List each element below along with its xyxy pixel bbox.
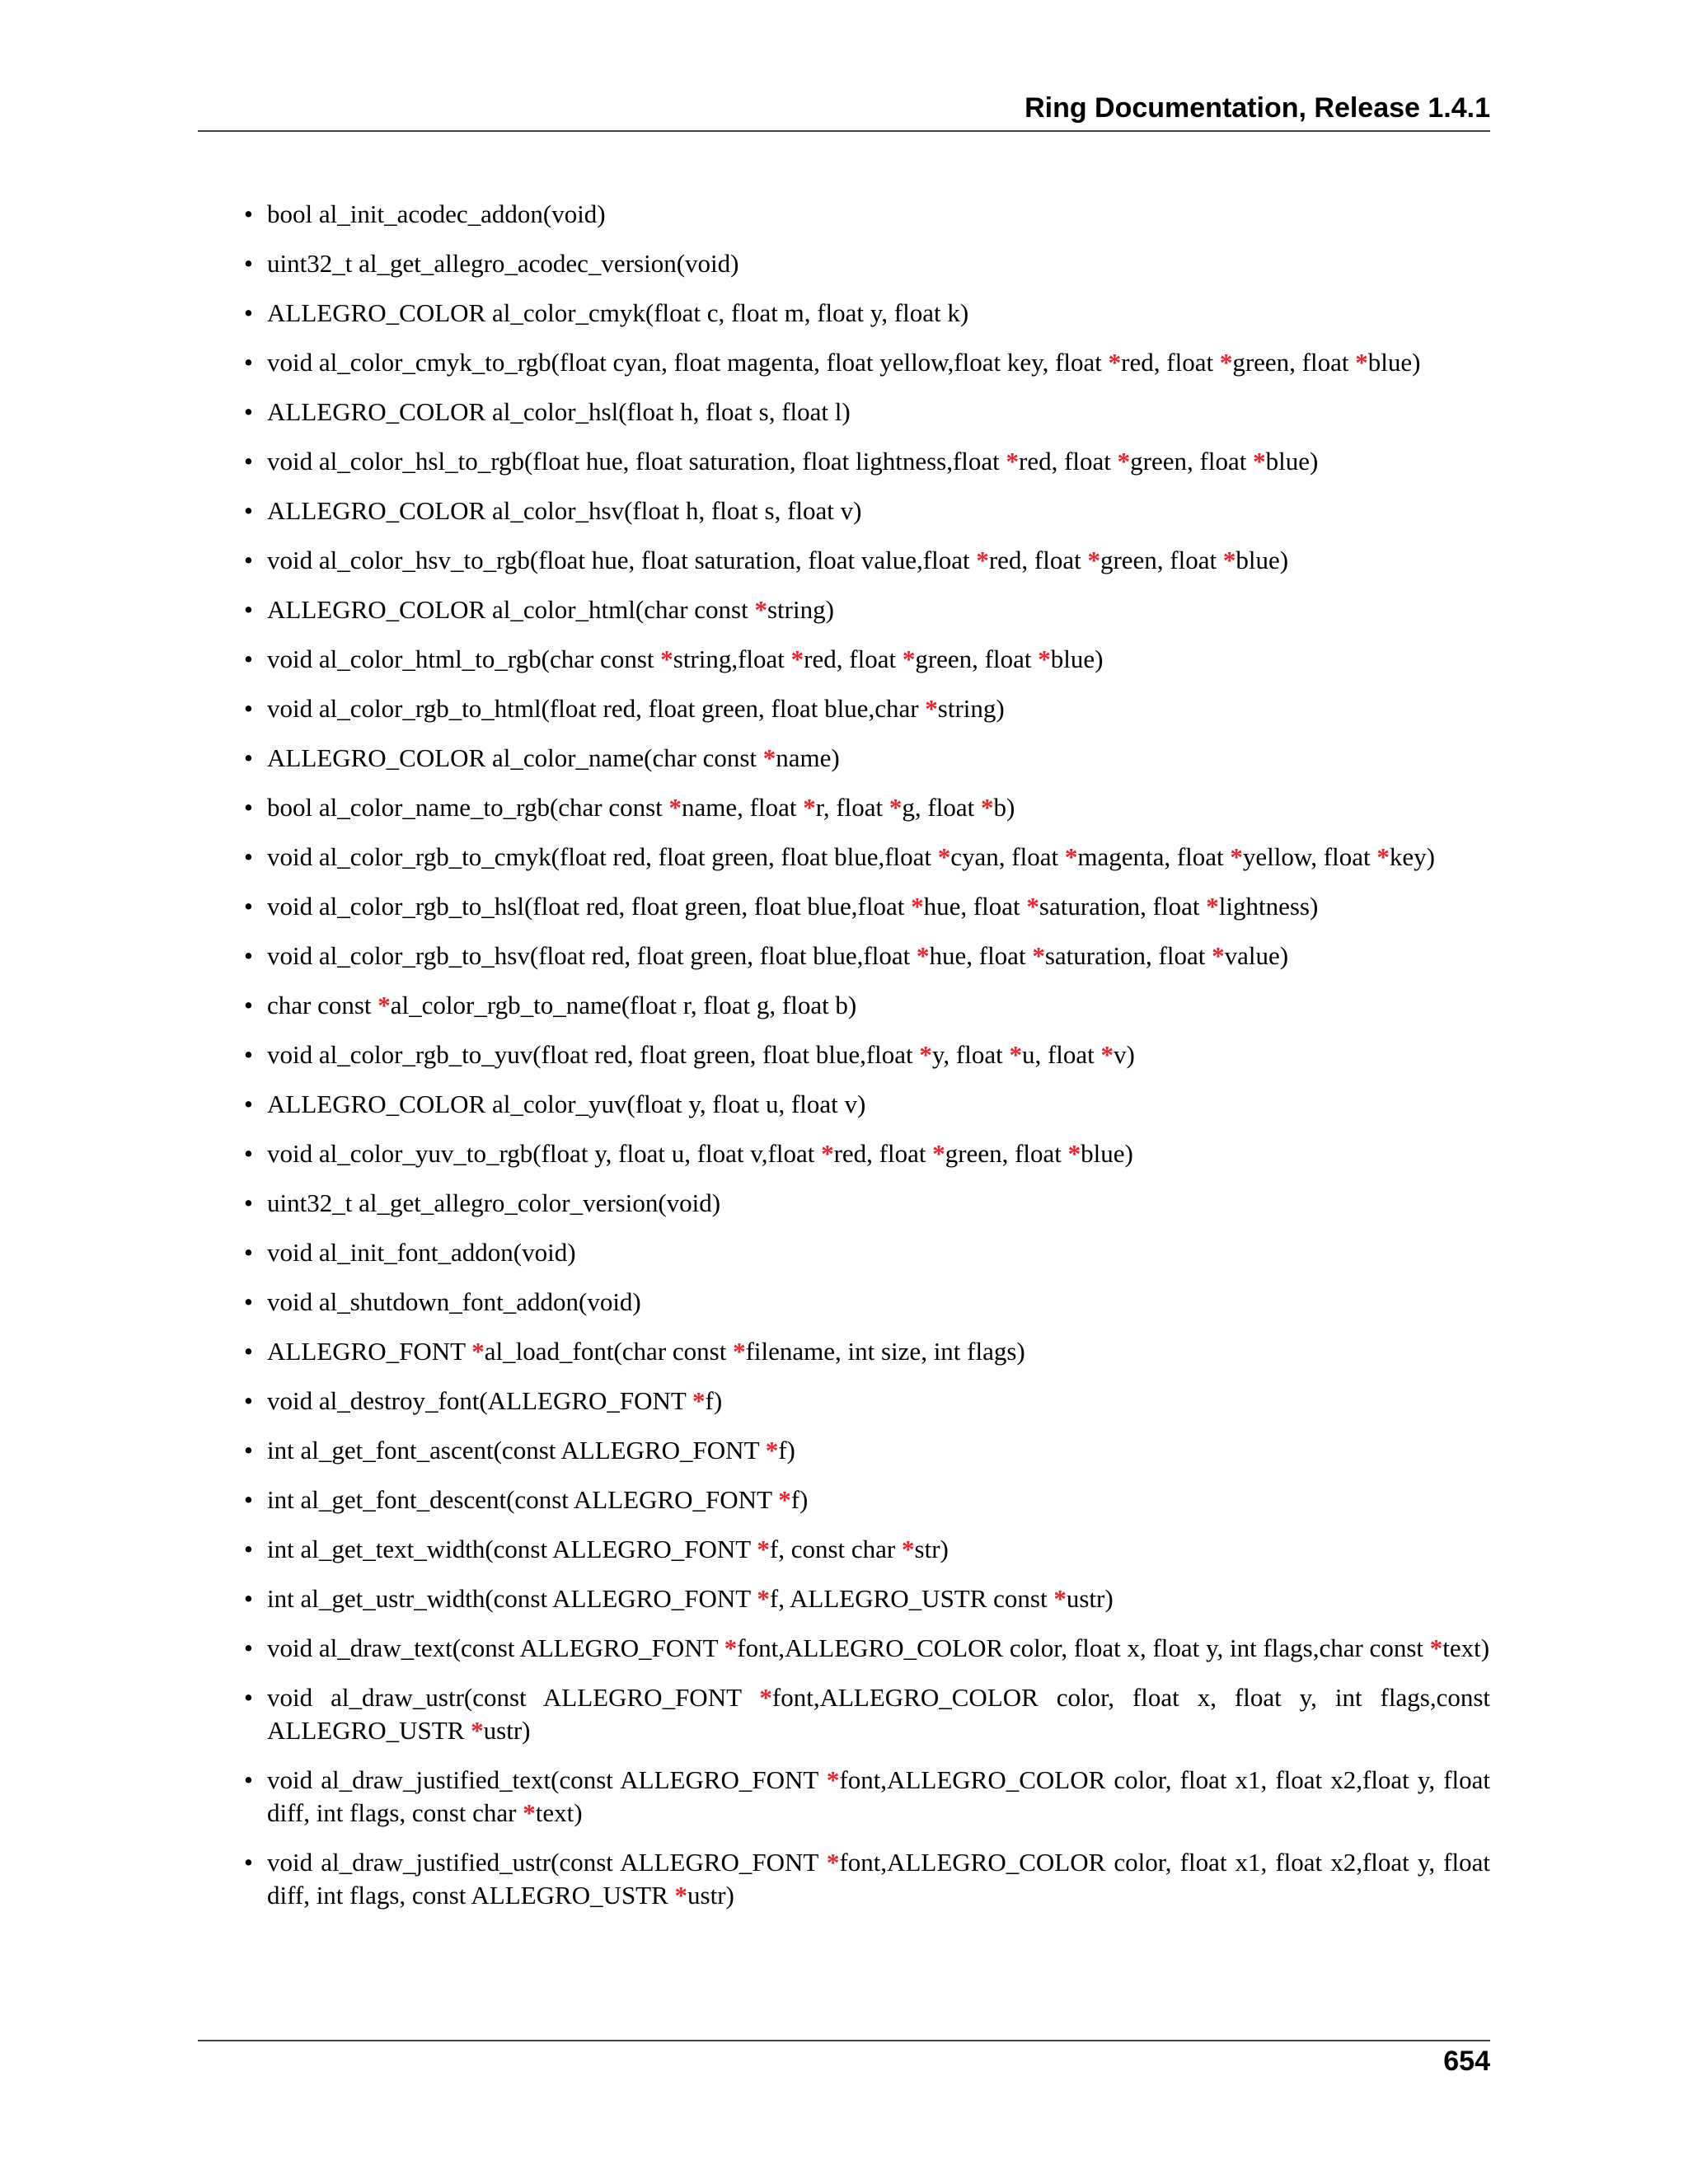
function-signature-item: • ALLEGRO_FONT *al_load_font(char const *filename, int size, int flags) [198,1335,1490,1368]
function-signature-item: • int al_get_font_ascent(const ALLEGRO_FONT *f) [198,1434,1490,1467]
header-rule [198,130,1490,132]
function-signature-item: • void al_color_rgb_to_yuv(float red, float green, float blue,float *y, float *u, float *v) [198,1038,1490,1071]
bullet-icon: • [244,1633,253,1662]
function-signature-item: • ALLEGRO_COLOR al_color_hsl(float h, float s, float l) [198,396,1490,429]
bullet-icon: • [244,1090,253,1118]
bullet-icon: • [244,1436,253,1465]
bullet-icon: • [244,397,253,426]
function-signature-item: • void al_color_rgb_to_html(float red, float green, float blue,char *string) [198,692,1490,725]
function-signature-item: • void al_color_rgb_to_hsl(float red, float green, float blue,float *hue, float *saturation, float *lightness) [198,890,1490,923]
function-signature-item: • void al_draw_justified_text(const ALLEGRO_FONT *font,ALLEGRO_COLOR color, float x1, float x2,float y, float diff, int flags, const char *text) [244,1765,1491,1827]
function-signature-item: • void al_init_font_addon(void) [198,1236,1490,1269]
function-signature-item: • ALLEGRO_COLOR al_color_cmyk(float c, float m, float y, float k) [198,297,1490,330]
bullet-icon: • [244,1139,253,1168]
function-signature-item: • void al_color_rgb_to_hsv(float red, float green, float blue,float *hue, float *saturation, float *value) [198,940,1490,972]
function-signature-item: • int al_get_font_descent(const ALLEGRO_FONT *f) [198,1483,1490,1516]
page-number: 654 [1443,2046,1490,2077]
function-signature-item: • void al_color_cmyk_to_rgb(float cyan, float magenta, float yellow,float key, float *red, float *green, float *blue) [198,346,1490,379]
bullet-icon: • [244,546,253,574]
bullet-icon: • [244,941,253,970]
function-signature-item: • void al_color_hsl_to_rgb(float hue, float saturation, float lightness,float *red, float *green, float *blue) [198,445,1490,478]
function-signature-item: • void al_draw_ustr(const ALLEGRO_FONT *font,ALLEGRO_COLOR color, float x, float y, int flags,const ALLEGRO_USTR *ustr) [244,1683,1491,1745]
bullet-icon: • [244,249,253,278]
function-signature-item: • uint32_t al_get_allegro_color_version(void) [198,1187,1490,1220]
bullet-icon: • [244,694,253,723]
function-signature-item: • ALLEGRO_COLOR al_color_name(char const *name) [198,742,1490,775]
bullet-icon: • [244,595,253,624]
function-signature-item: • void al_color_rgb_to_cmyk(float red, float green, float blue,float *cyan, float *magenta, float *yellow, float *key) [198,841,1490,874]
function-signature-item: • void al_destroy_font(ALLEGRO_FONT *f) [198,1385,1490,1418]
function-signature-item: • bool al_color_name_to_rgb(char const *name, float *r, float *g, float *b) [198,791,1490,824]
bullet-icon: • [244,743,253,772]
bullet-icon: • [244,447,253,476]
bullet-icon: • [244,644,253,673]
bullet-icon: • [244,1485,253,1514]
function-signature-item: • int al_get_ustr_width(const ALLEGRO_FONT *f, ALLEGRO_USTR const *ustr) [198,1582,1490,1615]
function-signature-list [198,198,1490,1929]
bullet-icon: • [244,1584,253,1613]
bullet-icon: • [244,1683,253,1712]
function-signature-item: • void al_color_hsv_to_rgb(float hue, float saturation, float value,float *red, float *green, float *blue) [198,544,1490,577]
bullet-icon: • [244,1040,253,1069]
bullet-icon: • [244,1535,253,1563]
bullet-icon: • [244,1765,253,1794]
bullet-icon: • [244,348,253,377]
function-signature-item: • void al_color_html_to_rgb(char const *string,float *red, float *green, float *blue) [198,643,1490,676]
function-signature-item: • ALLEGRO_COLOR al_color_yuv(float y, float u, float v) [198,1088,1490,1121]
bullet-icon: • [244,991,253,1019]
bullet-icon: • [244,842,253,871]
bullet-icon: • [244,1188,253,1217]
function-signature-item: • ALLEGRO_COLOR al_color_html(char const *string) [198,593,1490,626]
function-signature-item: • void al_draw_text(const ALLEGRO_FONT *font,ALLEGRO_COLOR color, float x, float y, int flags,char const *text) [198,1632,1490,1665]
bullet-icon: • [244,793,253,822]
bullet-icon: • [244,496,253,525]
bullet-icon: • [244,1337,253,1366]
function-signature-item: • ALLEGRO_COLOR al_color_hsv(float h, float s, float v) [198,494,1490,527]
bullet-icon: • [244,1238,253,1267]
bullet-icon: • [244,199,253,228]
function-signature-item: • void al_draw_justified_ustr(const ALLEGRO_FONT *font,ALLEGRO_COLOR color, float x1, float x2,float y, float diff, int flags, const ALLEGRO_USTR *ustr) [244,1848,1490,1910]
bullet-icon: • [244,1287,253,1316]
running-header-title: Ring Documentation, Release 1.4.1 [1025,92,1490,124]
bullet-icon: • [244,892,253,921]
bullet-icon: • [244,1386,253,1415]
function-signature-item: • void al_color_yuv_to_rgb(float y, float u, float v,float *red, float *green, float *blue) [198,1137,1490,1170]
bullet-icon: • [244,298,253,327]
function-signature-item: • int al_get_text_width(const ALLEGRO_FONT *f, const char *str) [198,1533,1490,1566]
function-signature-item: • uint32_t al_get_allegro_acodec_version(void) [198,247,1490,280]
function-signature-item: • bool al_init_acodec_addon(void) [198,198,1490,231]
function-signature-item: • void al_shutdown_font_addon(void) [198,1286,1490,1319]
function-signature-item: • char const *al_color_rgb_to_name(float r, float g, float b) [198,989,1490,1022]
footer-rule [198,2040,1490,2041]
bullet-icon: • [244,1848,253,1877]
